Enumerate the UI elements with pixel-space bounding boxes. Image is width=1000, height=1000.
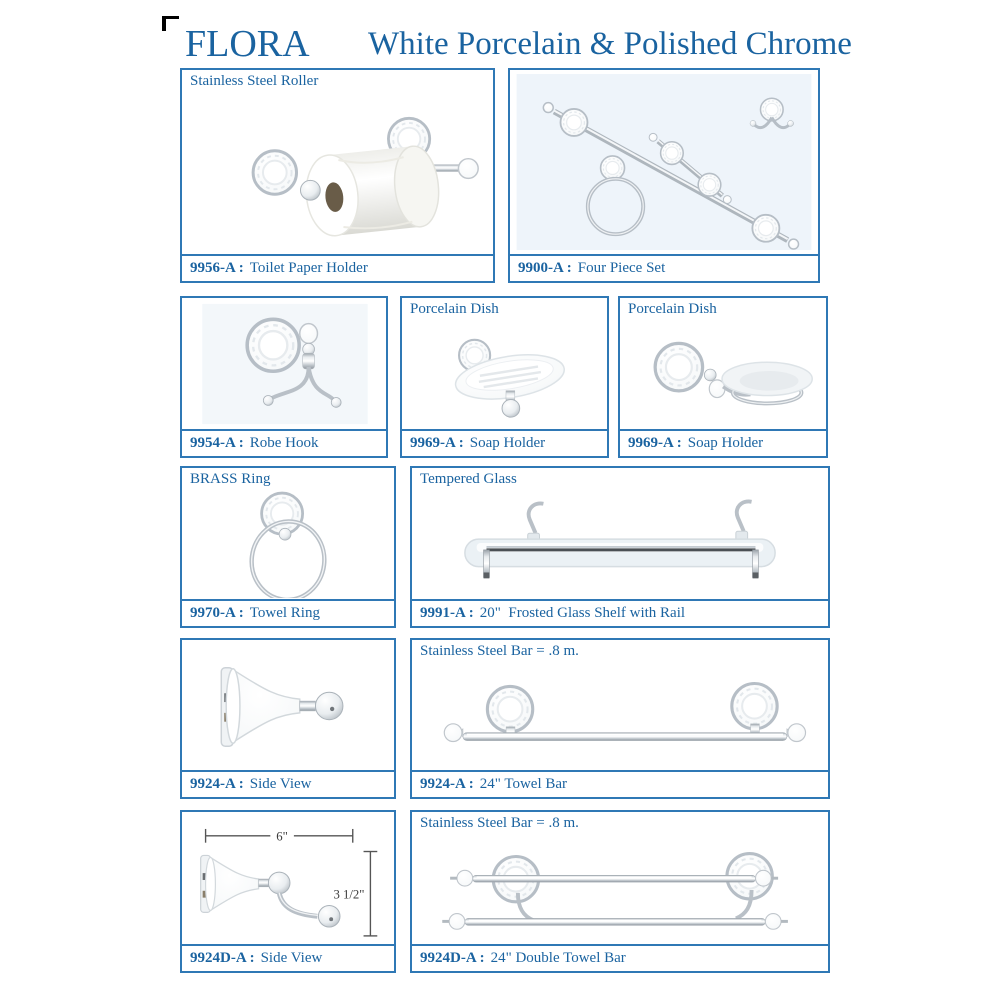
product-name: Soap Holder [687, 435, 764, 451]
robe-hook-image [184, 300, 384, 428]
product-caption [182, 429, 386, 456]
dimension-width-label: 6" [276, 829, 288, 844]
product-code: 9956-A : [190, 260, 244, 276]
soap-holder-image [404, 320, 605, 428]
side-view-double-image [184, 814, 392, 943]
product-code: 9924D-A : [420, 950, 485, 966]
page-title: White Porcelain & Polished Chrome [368, 26, 852, 62]
product-caption [412, 770, 828, 797]
product-name: 20" Frosted Glass Shelf with Rail [479, 605, 686, 621]
product-code: 9991-A : [420, 605, 474, 621]
product-code: 9969-A : [410, 435, 464, 451]
product-caption [510, 254, 818, 281]
soap-holder-glass-image [622, 320, 824, 428]
product-code: 9924-A : [190, 776, 244, 792]
product-card-four-piece-set [508, 68, 820, 283]
product-card-towel-bar [410, 638, 830, 799]
product-code: 9924-A : [420, 776, 474, 792]
product-code: 9970-A : [190, 605, 244, 621]
product-name: 24" Towel Bar [479, 776, 568, 792]
product-card-double-towel-bar [410, 810, 830, 973]
material-label: Stainless Steel Bar = .8 m. [420, 643, 579, 659]
product-name: Soap Holder [469, 435, 546, 451]
product-caption [182, 944, 394, 971]
product-name: Robe Hook [249, 435, 319, 451]
product-card-soap-holder-porcelain [400, 296, 609, 458]
product-code: 9900-A : [518, 260, 572, 276]
brand-logo-text: FLORA [185, 23, 310, 65]
product-caption [182, 254, 493, 281]
product-code: 9954-A : [190, 435, 244, 451]
double-towel-bar-image [414, 834, 826, 943]
product-card-robe-hook [180, 296, 388, 458]
product-card-towel-ring [180, 466, 396, 628]
product-name: 24" Double Towel Bar [490, 950, 626, 966]
corner-crop-mark [162, 16, 179, 31]
product-name: Toilet Paper Holder [249, 260, 368, 276]
product-card-toilet-paper-holder [180, 68, 495, 283]
material-label: Stainless Steel Roller [190, 73, 319, 89]
product-card-side-view-double [180, 810, 396, 973]
product-card-side-view-single [180, 638, 396, 799]
product-caption [412, 599, 828, 626]
product-name: Side View [260, 950, 323, 966]
product-name: Four Piece Set [577, 260, 666, 276]
material-label: BRASS Ring [190, 471, 271, 487]
glass-shelf-image [414, 490, 826, 598]
material-label: Tempered Glass [420, 471, 517, 487]
product-caption [412, 944, 828, 971]
toilet-paper-holder-image [184, 92, 491, 253]
product-caption [402, 429, 607, 456]
side-view-single-image [184, 642, 392, 769]
product-card-glass-shelf [410, 466, 830, 628]
towel-ring-image [184, 490, 392, 598]
material-label: Porcelain Dish [628, 301, 717, 317]
product-code: 9924D-A : [190, 950, 255, 966]
product-card-soap-holder-glass [618, 296, 828, 458]
product-code: 9969-A : [628, 435, 682, 451]
material-label: Porcelain Dish [410, 301, 499, 317]
product-name: Side View [249, 776, 312, 792]
four-piece-set-image [512, 72, 816, 253]
product-caption [182, 599, 394, 626]
material-label: Stainless Steel Bar = .8 m. [420, 815, 579, 831]
dimension-height-label: 3 1/2" [333, 887, 365, 902]
product-name: Towel Ring [249, 605, 320, 621]
towel-bar-image [414, 662, 826, 769]
product-caption [182, 770, 394, 797]
product-caption [620, 429, 826, 456]
